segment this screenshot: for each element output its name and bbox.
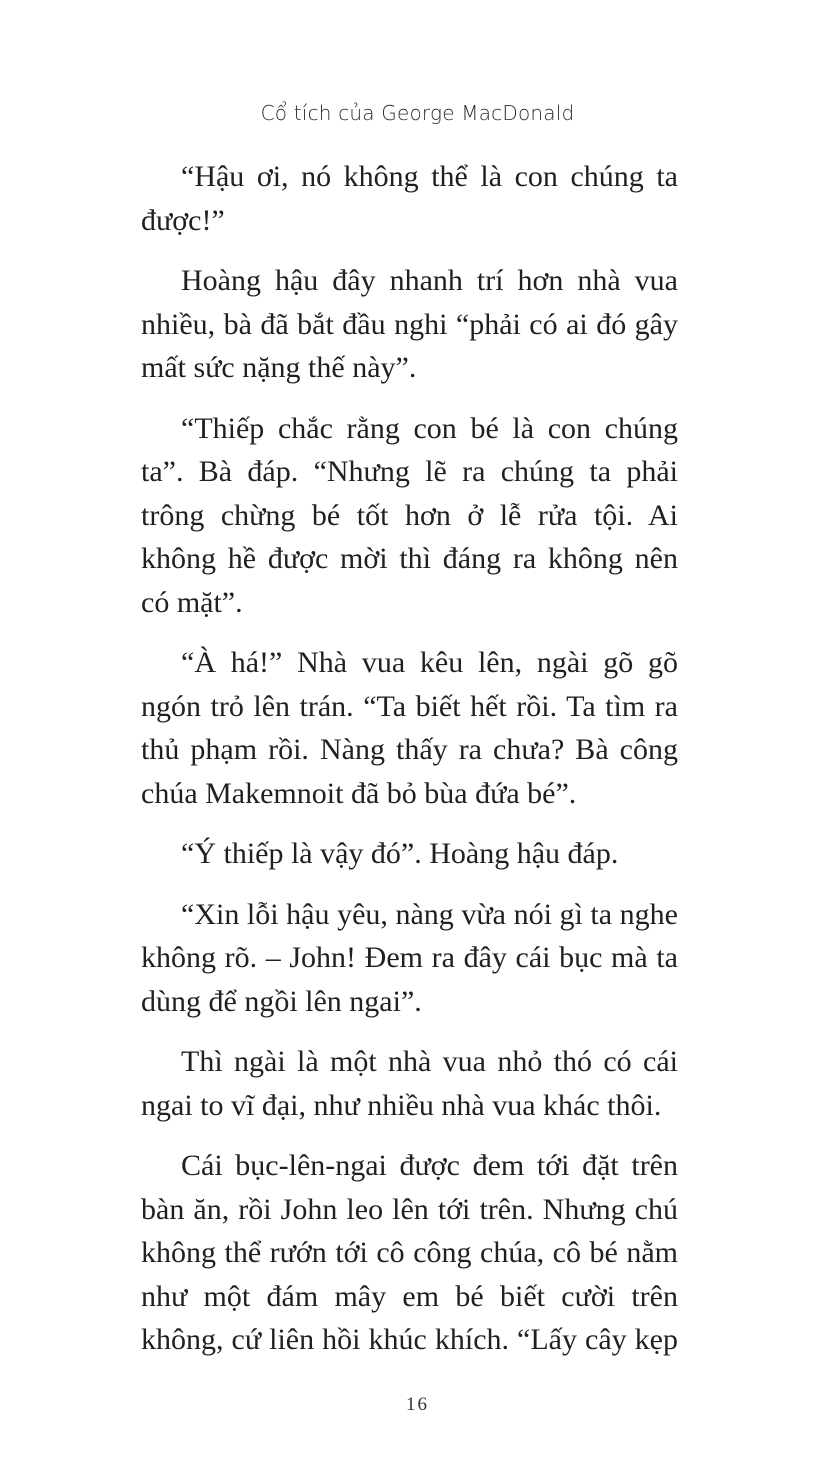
body-text (141, 155, 678, 1362)
paragraph: Hoàng hậu đây nhanh trí hơn nhà vua nhiều, bà đã bắt đầu nghi “phải có ai đó gây mất sức nặng thế này”. (141, 264, 678, 384)
paragraph: “À há!” Nhà vua kêu lên, ngài gõ gõ ngón trỏ lên trán. “Ta biết hết rồi. Ta tìm ra thủ phạm rồi. Nàng thấy ra chưa? Bà công chúa Makemnoit đã bỏ bùa đứa bé”. (141, 646, 678, 810)
page-number: 16 (406, 1394, 429, 1415)
paragraph: “Xin lỗi hậu yêu, nàng vừa nói gì ta nghe không rõ. – John! Đem ra đây cái bục mà ta dùng để ngồi lên ngai”. (141, 897, 678, 1018)
paragraph: “Hậu ơi, nó không thể là con chúng ta được!” (141, 160, 678, 237)
paragraph: “Thiếp chắc rằng con bé là con chúng ta”. Bà đáp. “Nhưng lẽ ra chúng ta phải trông chừng bé tốt hơn ở lễ rửa tội. Ai không hề được mời thì đáng ra không nên có mặt”. (141, 411, 678, 619)
running-header: Cổ tích của George MacDonald (260, 101, 575, 125)
paragraph: Cái bục-lên-ngai được đem tới đặt trên bàn ăn, rồi John leo lên tới trên. Nhưng chú không thể rướn tới cô công chúa, cô bé nằm như một đám mây em bé biết cười trên không, cứ liên hồi khúc khích. “Lấy cây kẹp (141, 1149, 678, 1356)
paragraph: Thì ngài là một nhà vua nhỏ thó có cái ngai to vĩ đại, như nhiều nhà vua khác thôi. (141, 1045, 678, 1122)
paragraph: “Ý thiếp là vậy đó”. Hoàng hậu đáp. (181, 837, 619, 870)
